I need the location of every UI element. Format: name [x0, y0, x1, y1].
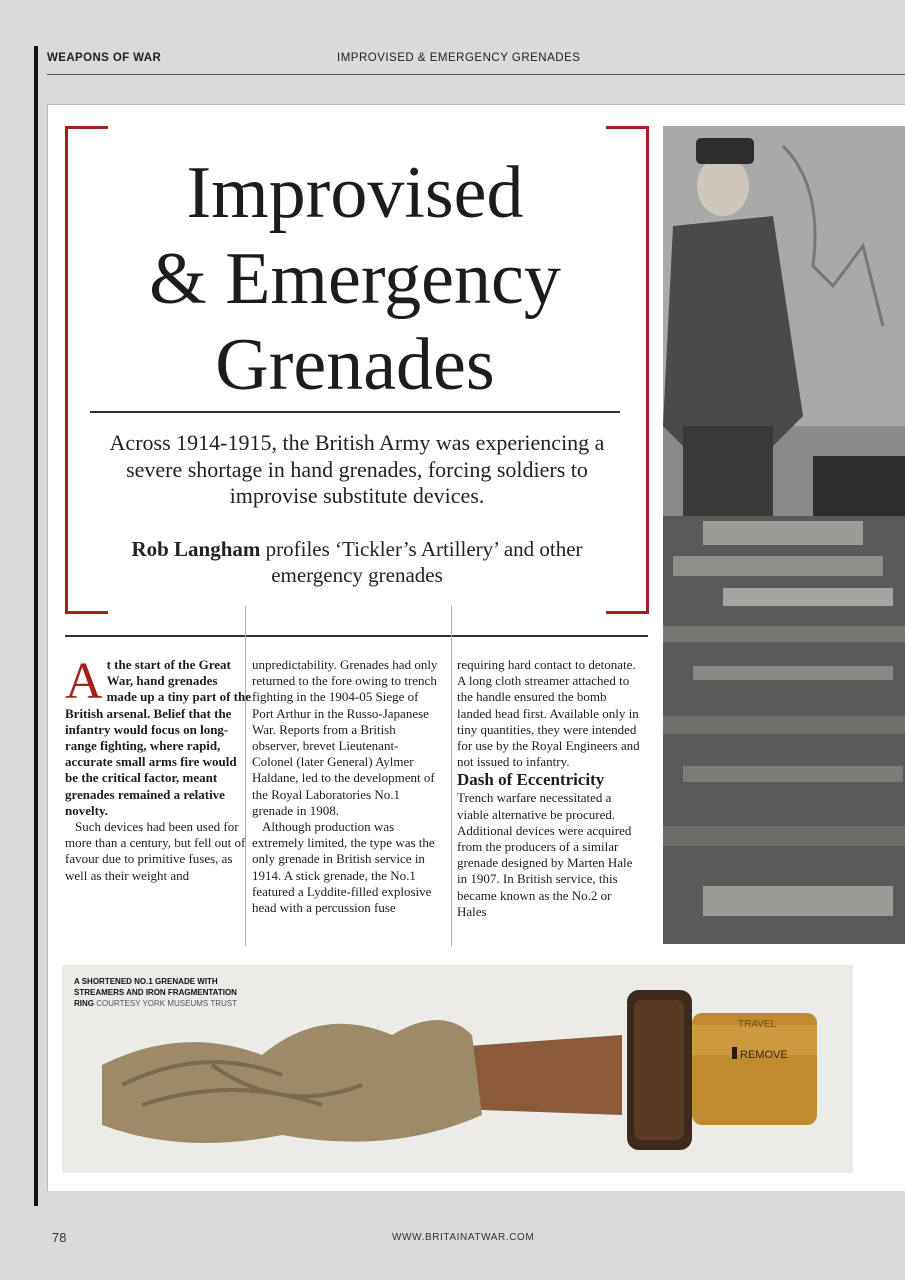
- title-rule: [90, 411, 620, 413]
- body-column-2: [252, 657, 438, 947]
- drop-cap: A: [65, 657, 103, 710]
- soldier-photo-illustration: [663, 126, 905, 944]
- standfirst: Across 1914-1915, the British Army was experiencing a severe shortage in hand grenades, forcing soldiers to improvise substitute devices.: [109, 430, 605, 508]
- remove-marking: REMOVE: [740, 1049, 788, 1061]
- left-margin-rule: [34, 46, 38, 1206]
- byline-text: profiles ‘Tickler’s Artillery’ and other emergency grenades: [260, 537, 583, 587]
- title-line-3: Grenades: [215, 324, 495, 406]
- soldier-photo: [663, 126, 905, 944]
- column-divider: [451, 606, 452, 946]
- subheading: Dash of Eccentricity: [457, 770, 605, 790]
- page-number: 78: [52, 1230, 67, 1245]
- title-line-1: Improvised: [186, 152, 524, 234]
- topic-label: IMPROVISED & EMERGENCY GRENADES: [337, 52, 581, 64]
- title-line-2: & Emergency: [149, 238, 561, 320]
- photo-caption: [74, 976, 244, 1009]
- section-label: WEAPONS OF WAR: [47, 52, 162, 64]
- author-name: Rob Langham: [131, 537, 261, 561]
- body-paragraph: requiring hard contact to detonate. A long cloth streamer attached to the handle ensured the bomb landed head first. Available only in tiny quantities, they were intended for use by the Royal Engineers and not issued to infantry.: [457, 657, 640, 770]
- body-column-1: [65, 657, 251, 947]
- caption-text: A SHORTENED NO.1 GRENADE WITH STREAMERS AND IRON FRAGMENTATION RING: [74, 977, 237, 1008]
- header-rule: [47, 74, 905, 75]
- body-paragraph: Such devices had been used for more than a century, but fell out of favour due to primitive fuses, as well as their weight and: [65, 819, 246, 883]
- body-paragraph: unpredictability. Grenades had only returned to the fore owing to trench fighting in the 1904-05 Siege of Port Arthur in the Russo-Japanese War. Reports from a British observer, brevet Lieutenant-Colonel (later General) Aylmer Haldane, led to the development of the Royal Laboratories No.1 grenade in 1908.: [252, 657, 438, 818]
- website-url: WWW.BRITAINATWAR.COM: [392, 1232, 535, 1243]
- article-title: [100, 150, 610, 408]
- travel-marking: TRAVEL: [738, 1019, 777, 1030]
- column-top-rule: [65, 635, 648, 637]
- body-column-3: [457, 657, 643, 947]
- caption-credit: COURTESY YORK MUSEUMS TRUST: [96, 999, 237, 1008]
- body-paragraph: Trench warfare necessitated a viable alternative be procured. Additional devices were acquired from the producers of a similar grenade designed by Marten Hale in 1907. In British service, this became known as the No.2 or Hales: [457, 790, 633, 919]
- body-paragraph: Although production was extremely limited, the type was the only grenade in British service in 1914. A stick grenade, the No.1 featured a Lyddite-filled explosive head with a percussion fuse: [252, 819, 435, 916]
- byline: [92, 536, 622, 588]
- lead-paragraph: t the start of the Great War, hand grenades made up a tiny part of the British arsenal. Belief that the infantry would focus on long-range fighting, where rapid, accurate small arms fire would be the critical factor, meant grenades remained a relative novelty.: [65, 657, 251, 818]
